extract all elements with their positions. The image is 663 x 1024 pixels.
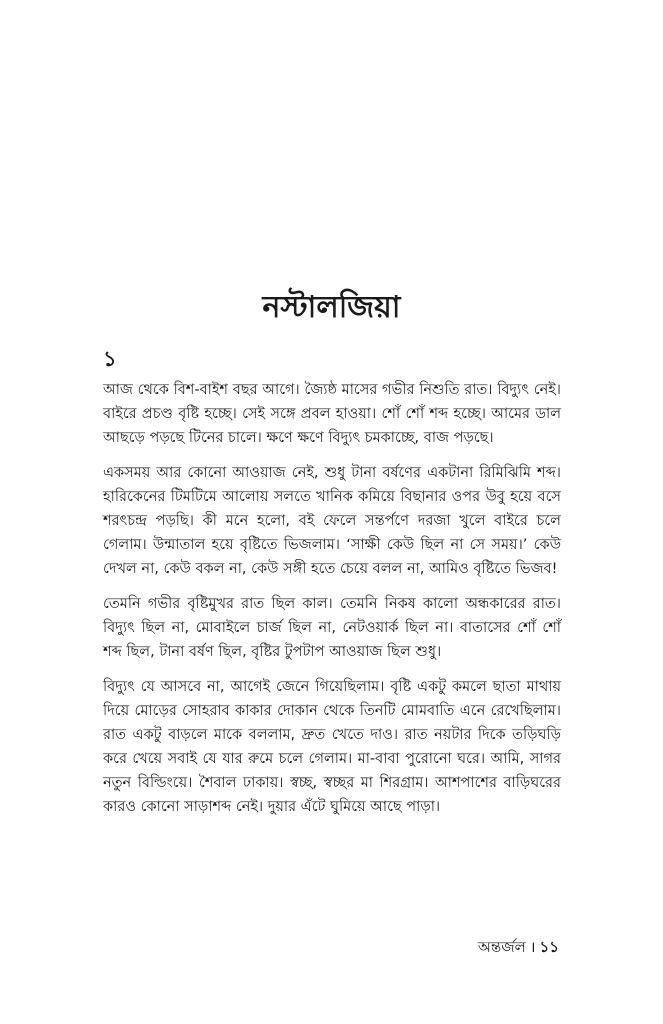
- section-number: ১: [103, 347, 117, 371]
- paragraph-3: তেমনি গভীর বৃষ্টিমুখর রাত ছিল কাল। তেমনি নিকষ কালো অন্ধকারের রাত। বিদ্যুৎ ছিল না, মোবাইলে চার্জ ছিল না, নেটওয়ার্ক ছিল না। বাতাসের শোঁ শোঁ শব্দ ছিল, টানা বর্ষণ ছিল, বৃষ্টির টুপটাপ আওয়াজ ছিল শুধু।: [103, 596, 561, 660]
- paragraph-4: বিদ্যুৎ যে আসবে না, আগেই জেনে গিয়েছিলাম। বৃষ্টি একটু কমলে ছাতা মাথায় দিয়ে মোড়ের সোহরাব কাকার দোকান থেকে তিনটি মোমবাতি এনে রেখেছিলাম। রাত একটু বাড়লে মাকে বললাম, দ্রুত খেতে দাও। রাত নয়টার দিকে তড়িঘড়ি করে খেয়ে সবাই যে যার রুমে চলে গেলাম। মা-বাবা পুরোনো ঘরে। আমি, সাগর নতুন বিল্ডিংয়ে। শৈবাল ঢাকায়। স্বচ্ছ, স্বচ্ছর মা শিরগ্রাম। আশপাশের বাড়িঘরের কারও কোনো সাড়াশব্দ নেই। দুয়ার এঁটে ঘুমিয়ে আছে পাড়া।: [103, 679, 561, 815]
- page-number: ১১: [539, 938, 559, 956]
- footer-separator: ।: [529, 938, 536, 956]
- chapter-title: নস্টালজিয়া: [262, 290, 401, 325]
- footer-book-title: অন্তর্জল: [477, 938, 526, 956]
- body-text: [103, 378, 561, 830]
- page-footer: [478, 936, 559, 958]
- paragraph-2: একসময় আর কোনো আওয়াজ নেই, শুধু টানা বর্ষণের একটানা রিমিঝিমি শব্দ। হারিকেনের টিমটিমে আলোয় সলতে খানিক কমিয়ে বিছানার ওপর উবু হয়ে বসে শরৎচন্দ্র পড়ছি। কী মনে হলো, বই ফেলে সন্তর্পণে দরজা খুলে বাইরে চলে গেলাম। উন্মাতাল হয়ে বৃষ্টিতে ভিজলাম। ‘সাক্ষী কেউ ছিল না সে সময়।’ কেউ দেখল না, কেউ বকল না, কেউ সঙ্গী হতে চেয়ে বলল না, আমিও বৃষ্টিতে ভিজব!: [103, 465, 561, 577]
- paragraph-1: আজ থেকে বিশ-বাইশ বছর আগে। জ্যৈষ্ঠ মাসের গভীর নিশুতি রাত। বিদ্যুৎ নেই। বাইরে প্রচণ্ড বৃষ্টি হচ্ছে। সেই সঙ্গে প্রবল হাওয়া। শোঁ শোঁ শব্দ হচ্ছে। আমের ডাল আছড়ে পড়ছে টিনের চালে। ক্ষণে ক্ষণে বিদ্যুৎ চমকাচ্ছে, বাজ পড়ছে।: [103, 382, 561, 446]
